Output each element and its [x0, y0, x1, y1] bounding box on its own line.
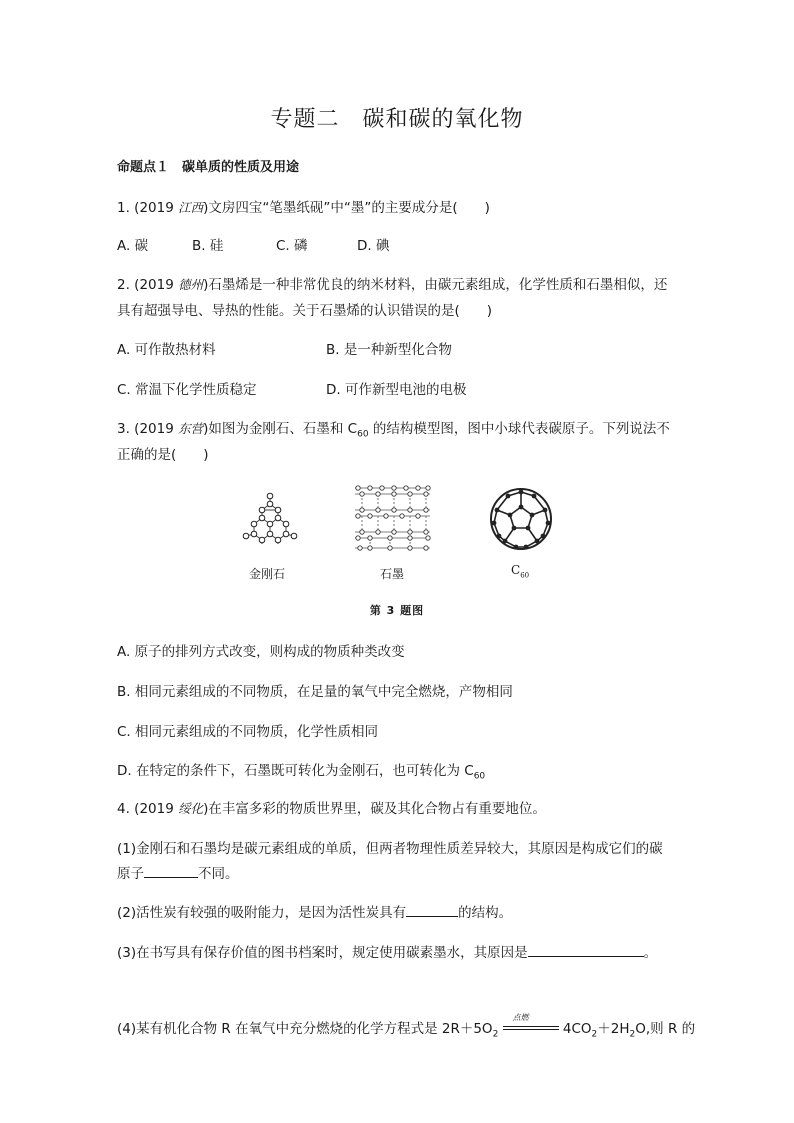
part-text: 原子 [117, 866, 144, 882]
question-text: )在丰富多彩的物质世界里，碳及其化合物占有重要地位。 [203, 801, 546, 817]
c60-label-text: C [511, 563, 521, 577]
part-text: (3)在书写具有保存价值的图书档案时，规定使用碳素墨水，其原因是 [117, 945, 528, 961]
q4-part-3 [117, 941, 657, 961]
q4-part-2 [117, 901, 512, 921]
answer-blank[interactable] [406, 902, 458, 917]
q1-option-c: C. 磷 [276, 238, 308, 254]
question-source: 绥化 [178, 801, 204, 816]
q1-option-b: B. 硅 [192, 238, 224, 254]
question-3-line-2: 正确的是( ) [117, 447, 209, 463]
question-text: 的结构模型图，图中小球代表碳原子。下列说法不 [368, 421, 670, 437]
reaction-condition: 点燃 [512, 1013, 529, 1022]
c60-label [511, 563, 529, 579]
option-text: D. 在特定的条件下，石墨既可转化为金刚石，也可转化为 C [117, 763, 474, 779]
q3-option-d [117, 759, 485, 782]
subscript: 2 [629, 1029, 636, 1040]
question-number: 1. (2019 [117, 200, 179, 216]
diamond-label: 金刚石 [249, 567, 286, 581]
part-text: 的结构。 [458, 905, 513, 921]
q1-option-a: A. 碳 [117, 238, 149, 254]
part-text: 不同。 [198, 866, 239, 882]
q2-option-b: B. 是一种新型化合物 [326, 342, 452, 358]
question-1 [117, 196, 490, 216]
part-text: 。 [643, 945, 658, 961]
figure-caption: 第 3 题图 [369, 604, 425, 617]
q3-option-b: B. 相同元素组成的不同物质，在足量的氧气中完全燃烧，产物相同 [117, 684, 513, 700]
subscript: 60 [473, 771, 486, 782]
answer-blank[interactable] [144, 863, 198, 878]
question-text: )石墨烯是一种非常优良的纳米材料，由碳元素组成，化学性质和石墨相似，还 [203, 277, 668, 293]
answer-blank[interactable] [528, 942, 644, 957]
question-number: 3. (2019 [117, 421, 179, 437]
question-2-line-2: 具有超强导电、导热的性能。关于石墨烯的认识错误的是( ) [117, 303, 493, 319]
question-text: )如图为金刚石、石墨和 C [203, 421, 358, 437]
q2-option-d: D. 可作新型电池的电极 [326, 382, 467, 398]
q4-part-4 [117, 1013, 696, 1040]
question-source: 东营 [178, 421, 204, 436]
q3-option-a: A. 原子的排列方式改变，则构成的物质种类改变 [117, 644, 405, 660]
question-4 [117, 797, 546, 817]
section-heading: 命题点１ 碳单质的性质及用途 [117, 160, 300, 175]
question-2 [117, 273, 667, 293]
q3-option-c: C. 相同元素组成的不同物质，化学性质相同 [117, 724, 379, 740]
page-title: 专题二 碳和碳的氧化物 [270, 107, 524, 132]
q4-part-1-line-1: (1)金刚石和石墨均是碳元素组成的单质，但两者物理性质差异较大，其原因是构成它们的碳 [117, 841, 663, 857]
graphite-structure-image [350, 482, 435, 556]
question-source: 江西 [178, 200, 204, 215]
diamond-structure-image [240, 490, 300, 546]
c60-structure-image [488, 486, 554, 552]
subscript: 2 [492, 1029, 499, 1040]
question-text: )文房四宝“笔墨纸砚”中“墨”的主要成分是( ) [203, 200, 490, 216]
part-text: (4)某有机化合物 R 在氧气中充分燃烧的化学方程式是 2R＋5O [117, 1021, 493, 1037]
q2-option-c: C. 常温下化学性质稳定 [117, 382, 257, 398]
question-number: 2. (2019 [117, 277, 179, 293]
part-text: O,则 R 的 [635, 1021, 696, 1037]
graphite-label: 石墨 [380, 567, 405, 581]
q2-option-a: A. 可作散热材料 [117, 342, 216, 358]
reaction-condition-arrow [503, 1013, 559, 1033]
question-number: 4. (2019 [117, 801, 179, 817]
part-text: 4CO [558, 1021, 592, 1037]
part-text: ＋2H [597, 1021, 630, 1037]
q1-option-d: D. 碘 [357, 238, 390, 254]
part-text: (2)活性炭有较强的吸附能力，是因为活性炭具有 [117, 905, 407, 921]
subscript: 2 [591, 1029, 598, 1040]
question-source: 德州 [178, 277, 204, 292]
subscript: 60 [520, 571, 530, 580]
subscript: 60 [357, 429, 369, 440]
q4-part-1-line-2 [117, 862, 239, 882]
question-3 [117, 417, 670, 440]
